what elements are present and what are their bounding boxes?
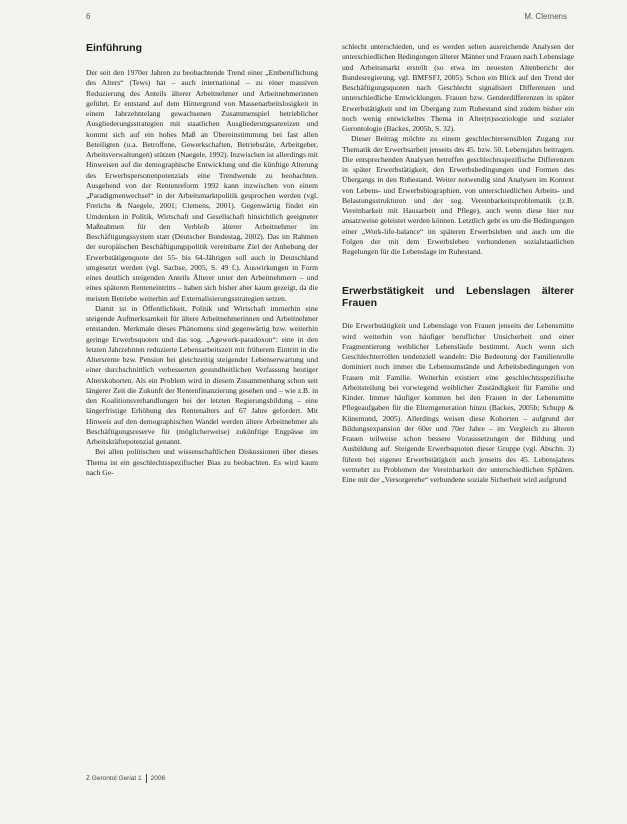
section-title-introduction: Einführung [86, 42, 142, 54]
page-number: 6 [86, 12, 91, 21]
footer-year: 2006 [150, 775, 166, 783]
paragraph: Die Erwerbstätigkeit und Lebenslage von Frauen jenseits der Lebensmitte wird weiterhin von häufiger beruflicher Unsicherheit und einer Fragmentierung weiblicher Lebensläufe bestimmt. Auch wenn sich Geschlechterrollen tendenziell wandeln: Die Bedeutung der Familienrolle dominiert noch immer die Lebensumstände und Arbeitsbedingungen von Frauen mit Familie. Weiterhin existiert eine geschlechtsspezifische Arbeitsteilung bei vorwiegend weiblicher Zuständigkeit für Familie und Kinder. Immer häufiger kommen bei den Frauen in der Lebensmitte Pflegeaufgaben für die Elterngeneration hinzu (Backes, 2005b; Schupp & Künemund, 2005). Allerdings weisen diese Kohorten – aufgrund der Bildungsexpansion der 60er und 70er Jahre – im Vergleich zu älteren Frauen teilweise schon bessere Voraussetzungen der Bildung und Ausbildung auf. Steigende Erwerbsquoten dieser Gruppe (vgl. Abschn. 3) führen bei eigener Erwerbstätigkeit auch jenseits des 45. Lebensjahres vermehrt zu Problemen der Vereinbarkeit der unterschiedlichen Sphären. Eine mit der „Versorgerehe“ verbundene soziale Sicherheit wird aufgrund [342, 321, 574, 484]
paragraph: Damit ist in Öffentlichkeit, Politik und Wirtschaft immerhin eine steigende Aufmerksamkeit für ältere Arbeitnehmerinnen und Arbeitnehmer entstanden. Merkmale dieses Phänomens sind gegenwärtig bzw. weiterhin geringe Erwerbsquoten und das sog. „Agework-paradoxon“: eine in den letzten Jahrzehnten reduzierte Lebensarbeitszeit mit früherem Eintritt in die Altersrente bzw. Pension bei gleichzeitig steigender Lebenserwartung und einer durchschnittlich verbesserten gesundheitlichen Verfassung heutiger Alterskohorten. Als ein Problem wird in diesem Zusammenhang schon seit längerer Zeit die Zukunft der Rentenfinanzierung gesehen und – wie z.B. in den Koalitionsverhandlungen bei der letzten Regierungsbildung – eine längerfristige Erhöhung des Rentenalters auf 67 Jahre gefordert. Mit Hinweis auf den demographischen Wandel werden ältere Arbeitnehmer als Beschäftigungsreserve für (möglicherweise) zukünftige Engpässe im Arbeitskräftepotenzial genannt. [86, 303, 318, 446]
page-footer [86, 774, 165, 783]
running-head-author: M. Clemens [524, 12, 567, 21]
paragraph: Der seit den 1970er Jahren zu beobachtende Trend einer „Entberuflichung des Alters“ (Tews) hat – auch international – zu einer massiven Reduzierung des Anteils älterer Arbeitnehmer und Arbeitnehmerinnen geführt. Er entstand auf dem Hintergrund von Massenarbeitslosigkeit in einem Jahrzehntelang gewachsenen Zusammenspiel betrieblicher Ausgliederungsstrategien mit staatlichen Ausgliederungsanreizen und kommt sich auf ein hohes Maß an Übereinstimmung bei fast allen Beteiligten (u.a. Betroffene, Gewerkschaften, Betriebsräte, Arbeitgeber, Arbeitsverwaltungen) stützen (Naegele, 1992). Inzwischen ist allerdings mit Hinweisen auf die demographische Entwicklung und die künftige Alterung des Erwerbspersonenpotenzials eine Trendwende zu beobachten. Ausgehend von der Rentenreform 1992 kann inzwischen von einem „Paradigmenwechsel“ in der Arbeitsmarktpolitik gesprochen werden (vgl. Frerichs & Naegele, 2001; Clemens, 2001). Gegenwärtig findet ein Umdenken in Politik, Wirtschaft und Gesellschaft hinsichtlich geeigneter Maßnahmen für den Verbleib älterer Arbeitnehmer im Beschäftigungssystem statt (Deutscher Bundestag, 2002). Das im Rahmen der europäischen Beschäftigungspolitik vereinbarte Ziel der Anhebung der Erwerbstätigenquote der 55- bis 64-Jährigen soll auch in Deutschland umgesetzt werden (vgl. Sachse, 2005, S. 49 f.). Auswirkungen in Form eines deutlich steigenden Anteils Älterer unter den Arbeitnehmern – und eines späteren Renteneintritts – haben sich bisher aber kaum gezeigt, da die meisten Betriebe weiterhin auf Externalisierungsstrategien setzen. [86, 68, 318, 303]
section-title-employment: Erwerbstätigkeit und Lebenslagen älterer Frauen [342, 285, 574, 310]
footer-journal: Z Gerontol Geriat 1 [86, 775, 142, 783]
paragraph: Dieser Beitrag möchte zu einem geschlechtersensiblen Zugang zur Thematik der Erwerbsarbeit jenseits des 45. bzw. 50. Lebensjahrs beitragen. Die entsprechenden Analysen betreffen geschlechtsspezifische Differenzen in später Erwerbstätigkeit, den Erwerbsbedingungen und Formen des Übergangs in den Ruhestand. Weiter notwendig sind Analysen im Kontext von Lebens- und Erwerbsbiographien, von unterschiedlichen Arbeits- und Belastungsstrukturen und der sog. Vereinbarkeitsproblematik (z.B. Vereinbarkeit mit Hausarbeit und Pflege), auch wenn diese hier nur ansatzweise geleistet werden können. Letztlich geht es um die Bedingungen einer „Work-life-balance“ im späteren Erwerbsleben und auch um die Folgen der mit dem Erwerbsleben verbundenen sozialstaatlichen Regelungen für die Lebenslage im Ruhestand. [342, 134, 574, 256]
paragraph: Bei allen politischen und wissenschaftlichen Diskussionen über dieses Thema ist ein geschlechtsspezifischer Bias zu beobachten. Es wird kaum nach Ge- [86, 447, 318, 477]
paragraph: schlecht unterschieden, und es werden selten ausreichende Analysen der unterschiedlichen Bedingungen älterer Männer und Frauen nach Lebenslage und Arbeitsmarkt erstellt (so etwa im neuesten Altenbericht der Bundesregierung, vgl. BMFSFJ, 2005). Schon ein Blick auf den Trend der Beschäftigungsquoten nach Geschlecht signalisiert Differenzen und unterschiedliche Entwicklungen. Frauen bzw. Genderdifferenzen in später Erwerbstätigkeit und im Übergang zum Ruhestand sind zudem bisher ein noch wenig entwickeltes Thema in Alter(n)ssoziologie und sozialer Gerontologie (Backes, 2005b, S. 32). [342, 42, 574, 133]
footer-separator [146, 774, 147, 783]
left-column [86, 42, 318, 478]
right-column [342, 42, 574, 485]
